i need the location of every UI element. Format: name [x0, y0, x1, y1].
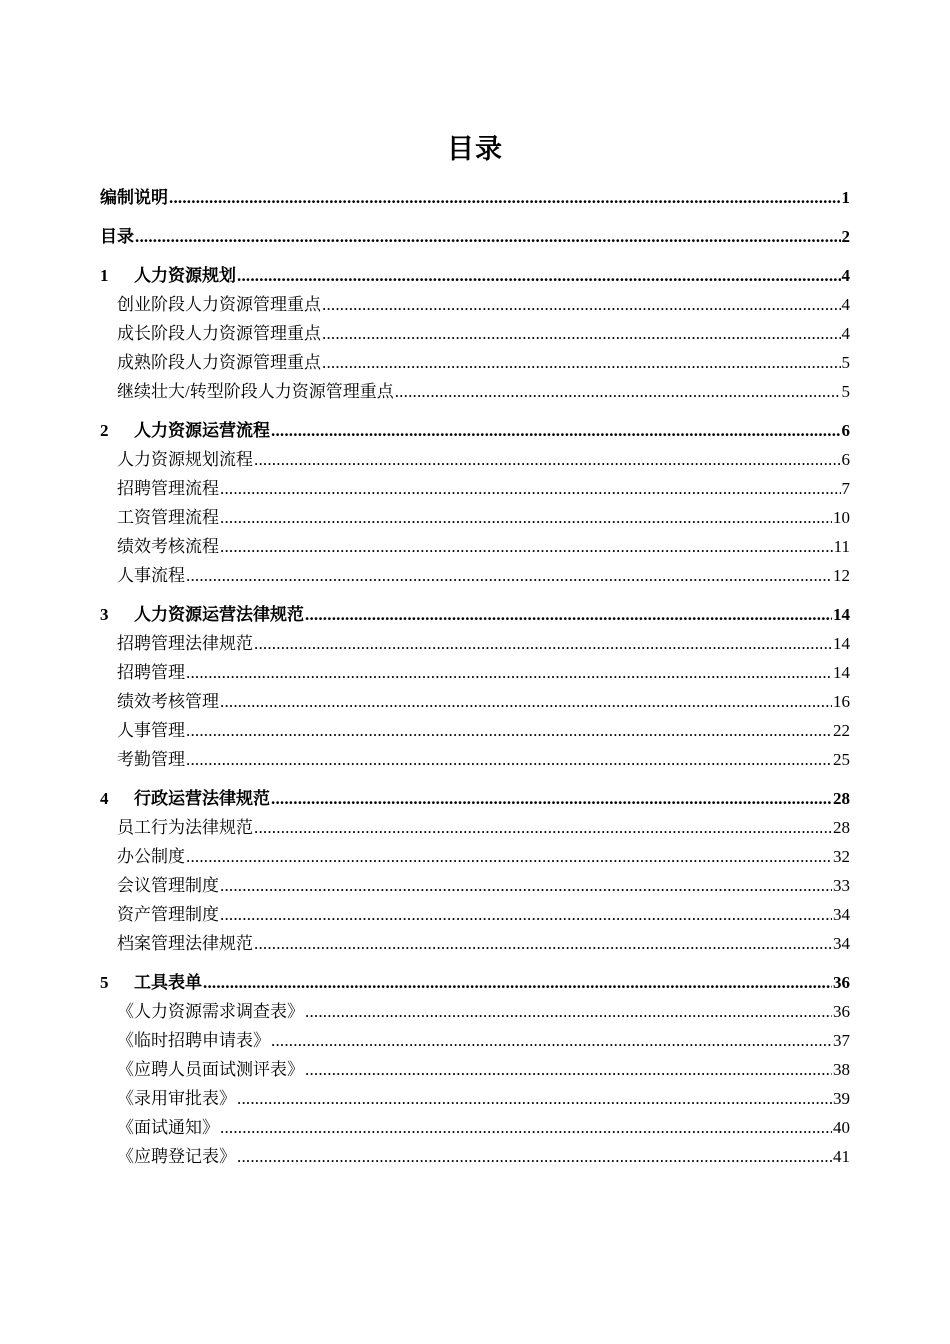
dot-leader [220, 507, 832, 529]
toc-subsection-entry[interactable] [100, 1052, 850, 1081]
toc-subsection-entry[interactable] [100, 471, 850, 500]
toc-subsection-entry[interactable] [100, 442, 850, 471]
dot-leader [395, 381, 841, 403]
toc-subsection-entry[interactable] [100, 626, 850, 655]
toc-entry-page-number: 12 [833, 566, 850, 585]
toc-entry-page-number: 28 [833, 789, 850, 808]
toc-entry-number: 2 [100, 421, 109, 440]
toc-entry-page-number: 4 [841, 324, 850, 343]
dot-leader [322, 352, 841, 374]
toc-entry-label: 成长阶段人力资源管理重点 [117, 324, 321, 343]
toc-entry-page-number: 10 [833, 508, 850, 527]
dot-leader [220, 691, 832, 713]
toc-subsection-entry[interactable] [100, 926, 850, 955]
toc-entry-label: 目录 [100, 227, 134, 246]
toc-entry-label: 成熟阶段人力资源管理重点 [117, 353, 321, 372]
toc-entry-label: 《临时招聘申请表》 [117, 1031, 270, 1050]
toc-subsection-entry[interactable] [100, 558, 850, 587]
toc-subsection-entry[interactable] [100, 1081, 850, 1110]
dot-leader [220, 904, 832, 926]
toc-entry-page-number: 34 [833, 905, 850, 924]
toc-entry-number: 5 [100, 973, 109, 992]
toc-entry-page-number: 6 [841, 421, 850, 440]
dot-leader [305, 604, 832, 626]
toc-entry-page-number: 38 [833, 1060, 850, 1079]
toc-entry-page-number: 28 [833, 818, 850, 837]
dot-leader [220, 875, 832, 897]
toc-entry-label: 招聘管理法律规范 [117, 634, 253, 653]
toc-subsection-entry[interactable] [100, 713, 850, 742]
toc-entry-number: 3 [100, 605, 109, 624]
table-of-contents [100, 180, 850, 1168]
toc-subsection-entry[interactable] [100, 500, 850, 529]
toc-entry-label: 人事流程 [117, 566, 185, 585]
dot-leader [203, 972, 832, 994]
dot-leader [186, 565, 832, 587]
dot-leader [305, 1059, 832, 1081]
toc-entry-label: 人力资源运营流程 [134, 421, 270, 440]
dot-leader [169, 187, 841, 209]
toc-subsection-entry[interactable] [100, 684, 850, 713]
toc-entry-page-number: 4 [841, 295, 850, 314]
toc-entry-label: 编制说明 [100, 188, 168, 207]
dot-leader [271, 1030, 832, 1052]
dot-leader [254, 633, 832, 655]
toc-entry-label: 人事管理 [117, 721, 185, 740]
toc-entry-label: 工具表单 [134, 973, 202, 992]
toc-entry-label: 考勤管理 [117, 750, 185, 769]
toc-entry-label: 人力资源规划 [134, 266, 236, 285]
toc-entry-number: 4 [100, 789, 109, 808]
toc-subsection-entry[interactable] [100, 374, 850, 403]
dot-leader [237, 265, 841, 287]
toc-entry-label: 办公制度 [117, 847, 185, 866]
toc-entry-page-number: 32 [833, 847, 850, 866]
toc-entry-label: 创业阶段人力资源管理重点 [117, 295, 321, 314]
toc-entry-number: 1 [100, 266, 109, 285]
toc-subsection-entry[interactable] [100, 742, 850, 771]
toc-entry-page-number: 7 [841, 479, 850, 498]
dot-leader [237, 1146, 832, 1168]
toc-entry-label: 《录用审批表》 [117, 1089, 236, 1108]
dot-leader [254, 933, 832, 955]
toc-entry-label: 工资管理流程 [117, 508, 219, 527]
dot-leader [186, 662, 832, 684]
toc-subsection-entry[interactable] [100, 529, 850, 558]
toc-entry-page-number: 33 [833, 876, 850, 895]
toc-section-entry[interactable] [100, 413, 850, 442]
toc-entry-page-number: 5 [841, 382, 850, 401]
toc-subsection-entry[interactable] [100, 1023, 850, 1052]
toc-entry-label: 招聘管理 [117, 663, 185, 682]
toc-entry-label: 资产管理制度 [117, 905, 219, 924]
dot-leader [186, 846, 832, 868]
toc-entry-page-number: 36 [833, 1002, 850, 1021]
toc-subsection-entry[interactable] [100, 810, 850, 839]
toc-entry-page-number: 34 [833, 934, 850, 953]
dot-leader [220, 478, 841, 500]
toc-section-entry[interactable] [100, 781, 850, 810]
dot-leader [271, 788, 832, 810]
toc-entry-label: 行政运营法律规范 [134, 789, 270, 808]
toc-subsection-entry[interactable] [100, 994, 850, 1023]
dot-leader [237, 1088, 832, 1110]
toc-section-entry[interactable] [100, 180, 850, 209]
dot-leader [186, 749, 832, 771]
toc-entry-page-number: 14 [833, 663, 850, 682]
toc-entry-page-number: 37 [833, 1031, 850, 1050]
toc-entry-page-number: 2 [841, 227, 850, 246]
toc-subsection-entry[interactable] [100, 655, 850, 684]
toc-section-entry[interactable] [100, 597, 850, 626]
toc-entry-label: 继续壮大/转型阶段人力资源管理重点 [117, 382, 394, 401]
toc-subsection-entry[interactable] [100, 1110, 850, 1139]
toc-entry-page-number: 5 [841, 353, 850, 372]
dot-leader [271, 420, 841, 442]
toc-section-entry[interactable] [100, 965, 850, 994]
toc-entry-page-number: 22 [833, 721, 850, 740]
toc-entry-label: 人力资源规划流程 [117, 450, 253, 469]
toc-entry-label: 人力资源运营法律规范 [134, 605, 304, 624]
page-title: 目录 [447, 134, 503, 165]
toc-entry-page-number: 14 [833, 634, 850, 653]
toc-entry-page-number: 25 [833, 750, 850, 769]
toc-entry-label: 绩效考核流程 [117, 537, 219, 556]
dot-leader [305, 1001, 832, 1023]
toc-entry-page-number: 41 [833, 1147, 850, 1166]
toc-entry-page-number: 39 [833, 1089, 850, 1108]
toc-subsection-entry[interactable] [100, 1139, 850, 1168]
dot-leader [220, 536, 833, 558]
toc-entry-page-number: 16 [833, 692, 850, 711]
toc-entry-label: 《面试通知》 [117, 1118, 219, 1137]
toc-entry-label: 档案管理法律规范 [117, 934, 253, 953]
toc-subsection-entry[interactable] [100, 287, 850, 316]
dot-leader [322, 294, 841, 316]
toc-entry-label: 《应聘登记表》 [117, 1147, 236, 1166]
toc-entry-page-number: 1 [841, 188, 850, 207]
dot-leader [254, 817, 832, 839]
toc-entry-page-number: 14 [833, 605, 850, 624]
toc-entry-label: 员工行为法律规范 [117, 818, 253, 837]
toc-entry-label: 《应聘人员面试测评表》 [117, 1060, 304, 1079]
dot-leader [322, 323, 841, 345]
toc-entry-label: 招聘管理流程 [117, 479, 219, 498]
dot-leader [186, 720, 832, 742]
toc-subsection-entry[interactable] [100, 345, 850, 374]
dot-leader [254, 449, 841, 471]
toc-subsection-entry[interactable] [100, 316, 850, 345]
toc-subsection-entry[interactable] [100, 868, 850, 897]
toc-subsection-entry[interactable] [100, 897, 850, 926]
toc-entry-label: 《人力资源需求调查表》 [117, 1002, 304, 1021]
toc-entry-page-number: 11 [833, 537, 850, 556]
toc-section-entry[interactable] [100, 258, 850, 287]
toc-entry-page-number: 4 [841, 266, 850, 285]
toc-entry-page-number: 40 [833, 1118, 850, 1137]
toc-entry-page-number: 36 [833, 973, 850, 992]
toc-entry-page-number: 6 [841, 450, 850, 469]
dot-leader [220, 1117, 832, 1139]
toc-subsection-entry[interactable] [100, 839, 850, 868]
toc-entry-label: 绩效考核管理 [117, 692, 219, 711]
toc-section-entry[interactable] [100, 219, 850, 248]
toc-entry-label: 会议管理制度 [117, 876, 219, 895]
dot-leader [135, 226, 841, 248]
